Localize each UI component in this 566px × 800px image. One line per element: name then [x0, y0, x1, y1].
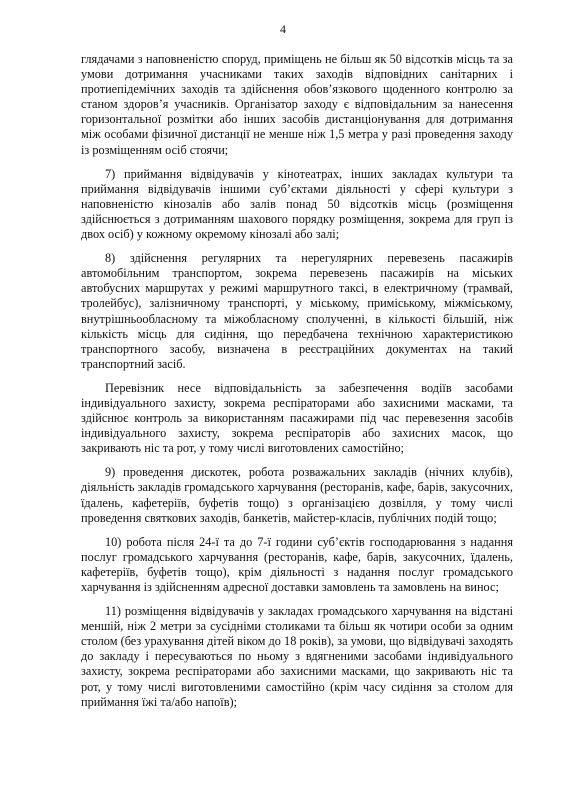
- paragraph-item-7: 7) приймання відвідувачів у кінотеатрах, інших закладах культури та приймання відвідувачів іншими суб’єктами діяльності у сфері культури з наповненістю кінозалів або залів понад 50 відсотків місць (розміщення здійснюється з дотриманням шахового порядку розміщення, зокрема для груп із двох осіб) у кожному окремому кінозалі або залі;: [81, 166, 513, 242]
- paragraph-item-10: 10) робота після 24-ї та до 7-ї години суб’єктів господарювання з надання послуг громадського харчування (ресторанів, кафе, барів, закусочних, їдалень, кафетеріїв, буфетів тощо), крім діяльності з надання послуг громадського харчування із здійсненням адресної доставки замовлень та замовлень на винос;: [81, 534, 513, 594]
- page-number: 4: [280, 22, 286, 36]
- paragraph-continuation: глядачами з наповненістю споруд, приміщень не більш як 50 відсотків місць та за умови дотримання учасниками таких заходів відповідних санітарних і протиепідемічних заходів та здійснення обов’язкового щоденного контролю за станом здоров’я учасників. Організатор заходу є відповідальним за нанесення горизонтальної розмітки або інших засобів дистанціонування для дотримання між особами фізичної дистанції не менше ніж 1,5 метра у разі проведення заходу із розміщенням осіб стоячи;: [81, 52, 513, 157]
- paragraph-item-9: 9) проведення дискотек, робота розважальних закладів (нічних клубів), діяльність закладів громадського харчування (ресторанів, кафе, барів, закусочних, їдалень, кафетеріїв, буфетів тощо) з організацією дозвілля, у тому числі проведення святкових заходів, банкетів, майстер-класів, публічних подій тощо;: [81, 465, 513, 525]
- paragraph-item-8: 8) здійснення регулярних та нерегулярних перевезень пасажирів автомобільним транспортом, зокрема перевезень пасажирів на міських автобусних маршрутах у режимі маршрутного таксі, в електричному (трамвай, тролейбус), залізничному транспорті, у міському, приміському, міжміському, внутрішньообласному та міжобласному сполученні, в кількості більшій, ніж кількість місць для сидіння, що передбачена технічною характеристикою транспортного засобу, визначена в реєстраційних документах на такий транспортний засіб.: [81, 251, 513, 371]
- paragraph-carrier-responsibility: Перевізник несе відповідальність за забезпечення водіїв засобами індивідуального захисту, зокрема респіраторами або захисними масками, та здійснює контроль за використанням пасажирами під час перевезення засобів індивідуального захисту, зокрема респіраторів або захисних масок, що закривають ніс та рот, у тому числі виготовлених самостійно;: [81, 380, 513, 456]
- document-body: [81, 52, 513, 719]
- paragraph-item-11: 11) розміщення відвідувачів у закладах громадського харчування на відстані меншій, ніж 2 метри за сусідніми столиками та більш як чотири особи за одним столом (без урахування дітей віком до 18 років), за умови, що відвідувачі заходять до закладу і пересуваються по ньому з вдягненими засобами індивідуального захисту, зокрема респіраторами або захисними масками, що закривають ніс та рот, у тому числі виготовленими самостійно (крім часу сидіння за столом для приймання їжі та/або напоїв);: [81, 604, 513, 709]
